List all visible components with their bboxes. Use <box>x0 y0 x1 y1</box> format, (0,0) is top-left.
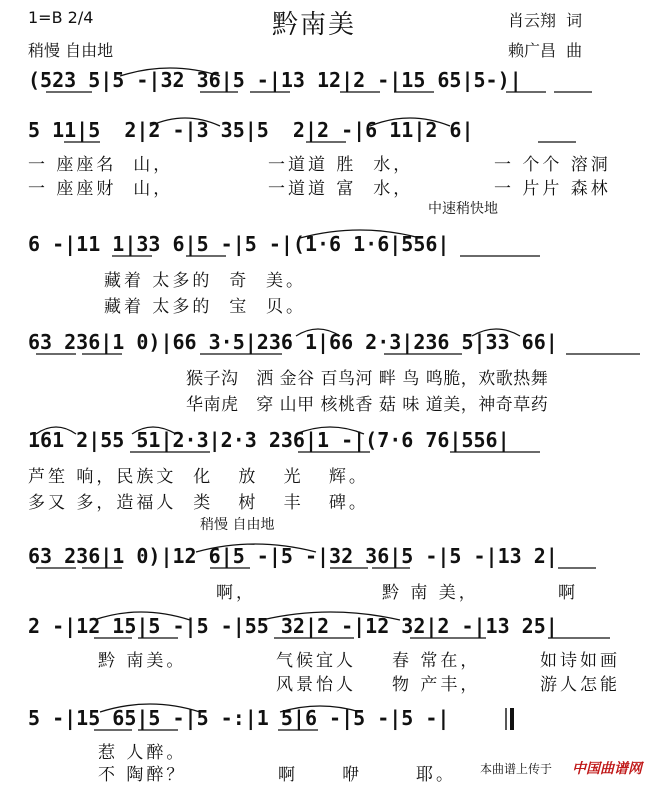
lyric-verse-2: 华南虎 穿 山甲 核桃香 菇 味 道美，神奇草药 <box>186 395 549 415</box>
lyric-verse-1: 气候宜人 <box>276 651 356 671</box>
lyric-line: 咿 <box>342 765 362 785</box>
key-signature: 1=B 2/4 <box>28 8 94 27</box>
lyric-verse-1: 一 座座名 山， <box>28 155 174 175</box>
tempo-marking: 稍慢 自由地 <box>28 41 114 60</box>
lyric-verse-2: 一道道 富 水， <box>268 179 414 199</box>
lyricist-credit: 肖云翔 词 <box>508 11 583 30</box>
lyric-verse-1: 一 个个 溶洞 <box>494 155 611 175</box>
lyric-line: 啊 <box>558 583 578 603</box>
lyric-line: 黔 南美。 <box>98 651 187 671</box>
lyric-verse-1: 春 常在， <box>392 651 481 671</box>
song-title: 黔南美 <box>272 10 357 40</box>
site-logo: 中国曲谱网 <box>572 761 642 777</box>
notation-line-1: (523 5|5 -|32 36|5 -|13 12|2 -|15 65|5-)| <box>28 68 522 92</box>
notation-line-5: 161 2|55 51|2·3|2·3 236|1 -|(7·6 76|556| <box>28 428 510 452</box>
notation-line-4: 63 236|1 0)|66 3·5|236 1|66 2·3|236 5|33 66| <box>28 330 558 354</box>
upload-caption: 本曲谱上传于 <box>480 762 553 776</box>
lyric-verse-2: 一 座座财 山， <box>28 179 174 199</box>
notation-line-6: 63 236|1 0)|12 6|5 -|5 -|32 36|5 -|5 -|13 2| <box>28 544 558 568</box>
lyric-verse-2: 不 陶醉？ <box>98 765 187 785</box>
lyric-verse-1: 一道道 胜 水， <box>268 155 414 175</box>
lyric-verse-2: 藏着 太多的 宝 贝。 <box>104 297 307 317</box>
lyric-verse-1: 芦笙 响，民族文 化 放 光 辉。 <box>28 467 369 487</box>
lyric-line: 啊 <box>278 765 298 785</box>
composer-credit: 赖广昌 曲 <box>508 41 583 60</box>
lyric-verse-1: 惹 人醉。 <box>98 743 187 763</box>
lyric-verse-2: 物 产丰， <box>392 675 481 695</box>
lyric-line: 啊， <box>216 583 256 603</box>
lyric-verse-2: 一 片片 森林 <box>494 179 611 199</box>
lyric-verse-2: 多又 多，造福人 类 树 丰 碑。 <box>28 493 369 513</box>
tempo-marking: 稍慢 自由地 <box>200 517 275 533</box>
lyric-verse-1: 猴子沟 洒 金谷 百鸟河 畔 鸟 鸣脆，欢歌热舞 <box>186 369 549 389</box>
notation-line-3: 6 -|11 1|33 6|5 -|5 -|(1·6 1·6|556| <box>28 232 450 256</box>
notation-line-2: 5 11|5 2|2 -|3 35|5 2|2 -|6 11|2 6| <box>28 118 474 142</box>
notation-line-7: 2 -|12 15|5 -|5 -|55 32|2 -|12 32|2 -|13 25| <box>28 614 558 638</box>
lyric-verse-2: 风景怡人 <box>276 675 356 695</box>
lyric-line: 黔 南 美， <box>382 583 479 603</box>
lyric-verse-1: 藏着 太多的 奇 美。 <box>104 271 307 291</box>
lyric-line: 耶。 <box>416 765 456 785</box>
tempo-marking: 中速稍快地 <box>428 201 498 217</box>
lyric-verse-1: 如诗如画 <box>540 651 620 671</box>
lyric-verse-2: 游人怎能 <box>540 675 620 695</box>
notation-line-8: 5 -|15 65|5 -|5 -:|1 5|6 -|5 -|5 -| <box>28 706 450 730</box>
